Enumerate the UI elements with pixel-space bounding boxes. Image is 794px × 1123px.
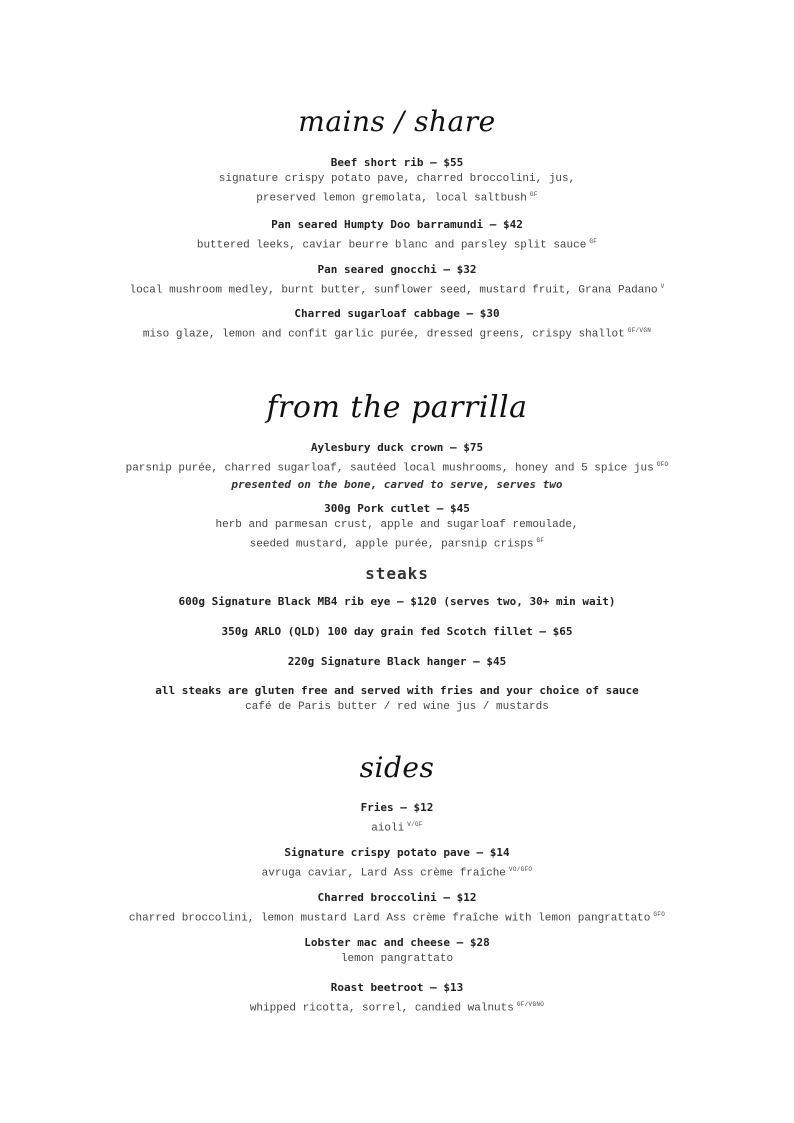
item-name: Aylesbury duck crown – $75 bbox=[310, 441, 484, 454]
menu-item bbox=[0, 501, 794, 553]
dietary-tag: GF bbox=[536, 537, 545, 544]
item-name: Beef short rib – $55 bbox=[330, 156, 464, 169]
item-name: Signature crispy potato pave – $14 bbox=[284, 846, 510, 859]
parrilla-heading: from the parrilla bbox=[266, 390, 528, 425]
steaks-note-text: all steaks are gluten free and served with fries and your choice of sauce bbox=[155, 684, 639, 697]
steaks-heading: steaks bbox=[365, 564, 429, 583]
mains-heading: mains / share bbox=[298, 105, 496, 138]
item-desc: avruga caviar, Lard Ass crème fraîche $^{VO/GFO}$ bbox=[261, 866, 533, 880]
dietary-tag: GFO bbox=[653, 911, 666, 918]
dietary-tag: V bbox=[660, 283, 665, 290]
menu-item bbox=[0, 155, 794, 207]
dietary-tag: VO/GFO bbox=[508, 866, 533, 873]
menu-item bbox=[0, 935, 794, 967]
menu-item bbox=[0, 980, 794, 1017]
dietary-tag: GF/VGN bbox=[627, 327, 652, 334]
item-desc: signature crispy potato pave, charred broccolini, jus, bbox=[218, 173, 576, 185]
item-desc: parsnip purée, charred sugarloaf, sautéed local mushrooms, honey and 5 spice jus $^{GFO}$ bbox=[125, 461, 669, 475]
item-name: 350g ARLO (QLD) 100 day grain fed Scotch fillet – $65 bbox=[221, 625, 573, 638]
item-desc: lemon pangrattato bbox=[340, 953, 454, 965]
item-name: Fries – $12 bbox=[360, 801, 434, 814]
menu-item bbox=[0, 594, 794, 611]
dietary-tag: V/GF bbox=[407, 821, 423, 828]
item-name: Pan seared gnocchi – $32 bbox=[317, 263, 477, 276]
item-name: Charred sugarloaf cabbage – $30 bbox=[294, 307, 500, 320]
item-desc-line2: preserved lemon gremolata, local saltbush $^{GF}$ bbox=[256, 191, 538, 205]
menu-item bbox=[0, 624, 794, 641]
dietary-tag: GF/VGNO bbox=[516, 1001, 545, 1008]
item-desc: local mushroom medley, burnt butter, sunflower seed, mustard fruit, Grana Padano $^V$ bbox=[129, 283, 665, 297]
menu-item bbox=[0, 800, 794, 837]
dietary-tag: GF bbox=[529, 191, 538, 198]
item-name: 220g Signature Black hanger – $45 bbox=[287, 655, 507, 668]
steaks-sauces: café de Paris butter / red wine jus / mustards bbox=[245, 701, 549, 713]
menu-item bbox=[0, 890, 794, 927]
menu-item bbox=[0, 654, 794, 671]
item-name: 300g Pork cutlet – $45 bbox=[324, 502, 470, 515]
menu-item bbox=[0, 845, 794, 882]
item-desc: buttered leeks, caviar beurre blanc and parsley split sauce $^{GF}$ bbox=[196, 238, 598, 252]
item-desc: aioli $^{V/GF}$ bbox=[371, 821, 423, 835]
item-name: Lobster mac and cheese – $28 bbox=[304, 936, 490, 949]
item-name: 600g Signature Black MB4 rib eye – $120 (serves two, 30+ min wait) bbox=[178, 595, 616, 608]
dietary-tag: GF bbox=[589, 238, 598, 245]
item-desc: whipped ricotta, sorrel, candied walnuts $^{GF/VGNO}$ bbox=[249, 1001, 545, 1015]
menu-item bbox=[0, 262, 794, 299]
item-name: Pan seared Humpty Doo barramundi – $42 bbox=[271, 218, 523, 231]
item-desc: herb and parmesan crust, apple and sugarloaf remoulade, bbox=[215, 519, 579, 531]
menu-item bbox=[0, 306, 794, 343]
item-name: Roast beetroot – $13 bbox=[330, 981, 464, 994]
item-note: presented on the bone, carved to serve, serves two bbox=[231, 477, 563, 491]
dietary-tag: GFO bbox=[656, 461, 669, 468]
menu-item bbox=[0, 440, 794, 492]
sides-heading: sides bbox=[359, 751, 435, 784]
item-desc-line2: seeded mustard, apple purée, parsnip crisps $^{GF}$ bbox=[249, 537, 545, 551]
item-desc: miso glaze, lemon and confit garlic purée, dressed greens, crispy shallot $^{GF/VGN}$ bbox=[142, 327, 652, 341]
menu-item bbox=[0, 217, 794, 254]
item-desc: charred broccolini, lemon mustard Lard Ass crème fraîche with lemon pangrattato $^{GFO}$ bbox=[128, 911, 666, 925]
item-name: Charred broccolini – $12 bbox=[317, 891, 477, 904]
steaks-note bbox=[0, 683, 794, 715]
